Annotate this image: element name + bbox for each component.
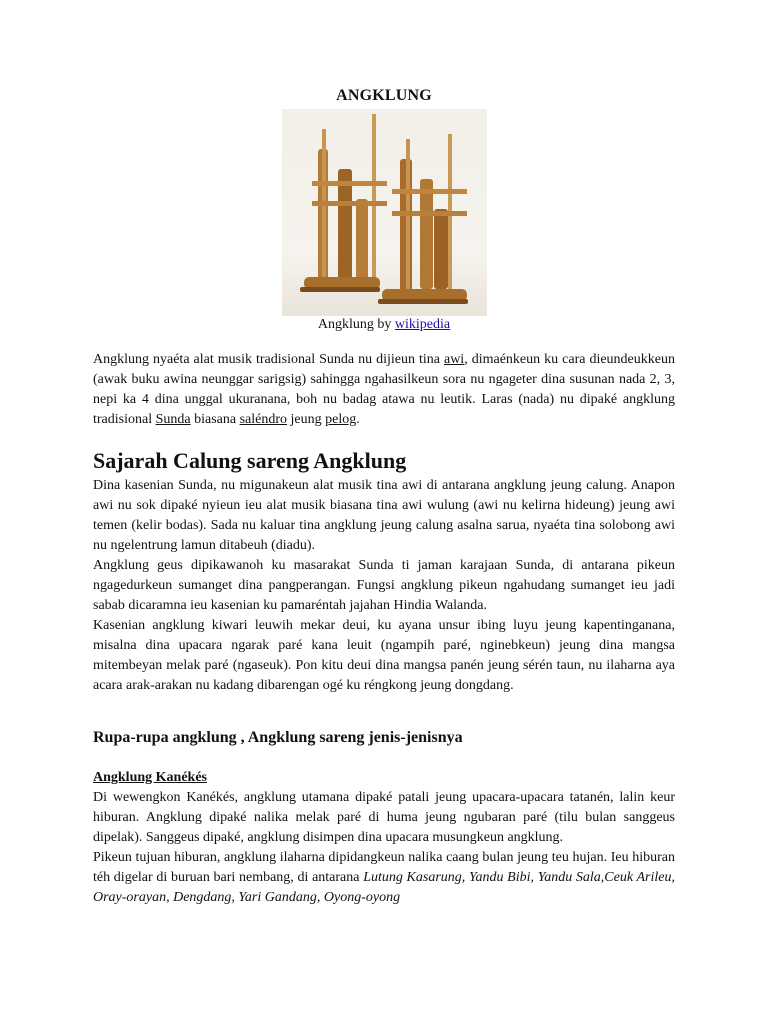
awi-link[interactable]: awi xyxy=(443,352,465,367)
intro-text-1: Angklung nyaéta alat musik tradisional Sunda nu dijieun tina xyxy=(93,352,444,367)
section1-body xyxy=(93,476,675,696)
sub-heading-kanekes: Angklung Kanékés xyxy=(93,770,207,785)
angklung-illustration xyxy=(282,109,487,316)
caption-text: Angklung by xyxy=(317,317,395,332)
angklung-photo xyxy=(282,109,487,316)
page-title: ANGKLUNG xyxy=(336,87,432,104)
section2-body xyxy=(93,788,675,908)
sunda-link[interactable]: Sunda xyxy=(155,412,191,427)
image-caption xyxy=(0,317,768,333)
kanekes-paragraph-2 xyxy=(93,848,675,908)
intro-text-4: jeung xyxy=(287,412,326,427)
intro-text-3: biasana xyxy=(190,412,240,427)
sajarah-paragraph-2: Angklung geus dipikawanoh ku masarakat Sunda ti jaman karajaan Sunda, di antarana pikeun ngagedurkeun sumanget dina pangperangan. Fungsi angklung pikeun ngahudang sumanget ieu jadi sabab dicaramna ieu kasenian ku pamaréntah jajahan Hindia Walanda. xyxy=(93,558,675,613)
sajarah-paragraph-1: Dina kasenian Sunda, nu migunakeun alat musik tina awi di antarana angklung jeung calung. Anapon awi nu sok dipaké nyieun ieu alat musik biasana tina awi wulung (awi nu kelirna hideung) jeung awi temen (kelir bodas). Sada nu kaluar tina angklung jeung calung asalna sarua, nyaéta tina solobong awi nu ngelentrung lamun ditabeuh (diadu). xyxy=(93,478,675,553)
sajarah-paragraph-3: Kasenian angklung kiwari leuwih mekar deui, ku ayana unsur ibing luyu jeung kapentinganana, misalna dina upacara ngarak paré kana leuit (ngampih paré, nginebkeun) jeung dina mangsa mitembeyan melak paré (ngaseuk). Pon kitu deui dina mangsa panén jeung sérén taun, nu ilaharna aya acara arak-arakan nu kadang dibarengan ogé ku réngkong jeung dongdang. xyxy=(93,618,675,693)
pelog-link[interactable]: pelog xyxy=(325,412,357,427)
section-heading-rupa: Rupa-rupa angklung , Angklung sareng jenis-jenisnya xyxy=(93,729,463,746)
intro-paragraph xyxy=(93,350,675,430)
song-list: Lutung Kasarung, Yandu Bibi, Yandu Sala,Ceuk Arileu, Oray-orayan, Dengdang, Yari Gandang, Oyong-oyong xyxy=(93,870,675,905)
salendro-link[interactable]: saléndro xyxy=(239,412,288,427)
kanekes-paragraph-1: Di wewengkon Kanékés, angklung utamana dipaké patali jeung upacara-upacara tatanén, lalin keur hiburan. Angklung dipaké nalika melak paré di huma jeung ngubaran paré (tilu bulan sanggeus dipelak). Sanggeus dipaké, angklung disimpen dina upacara musungkeun angklung. xyxy=(93,790,675,845)
kanekes-paragraph-2-text: Pikeun tujuan hiburan, angklung ilaharna dipidangkeun nalika caang bulan jeung teu hujan. Ieu hiburan téh digelar di buruan bari nembang, di antarana xyxy=(93,850,675,885)
intro-text-2: , dimaénkeun ku cara dieundeukkeun (awak buku awina neunggar sarigsig) sahingga ngahasilkeun sora nu ngageter dina susunan nada 2, 3, nepi ka 4 dina unggal ukuranana, boh nu badag atawa nu leutik. Laras (nada) nu dipaké angklung tradisional xyxy=(93,352,675,427)
section-heading-sajarah: Sajarah Calung sareng Angklung xyxy=(93,448,407,473)
intro-text-5: . xyxy=(356,412,360,427)
wikipedia-link[interactable]: wikipedia xyxy=(394,317,451,332)
